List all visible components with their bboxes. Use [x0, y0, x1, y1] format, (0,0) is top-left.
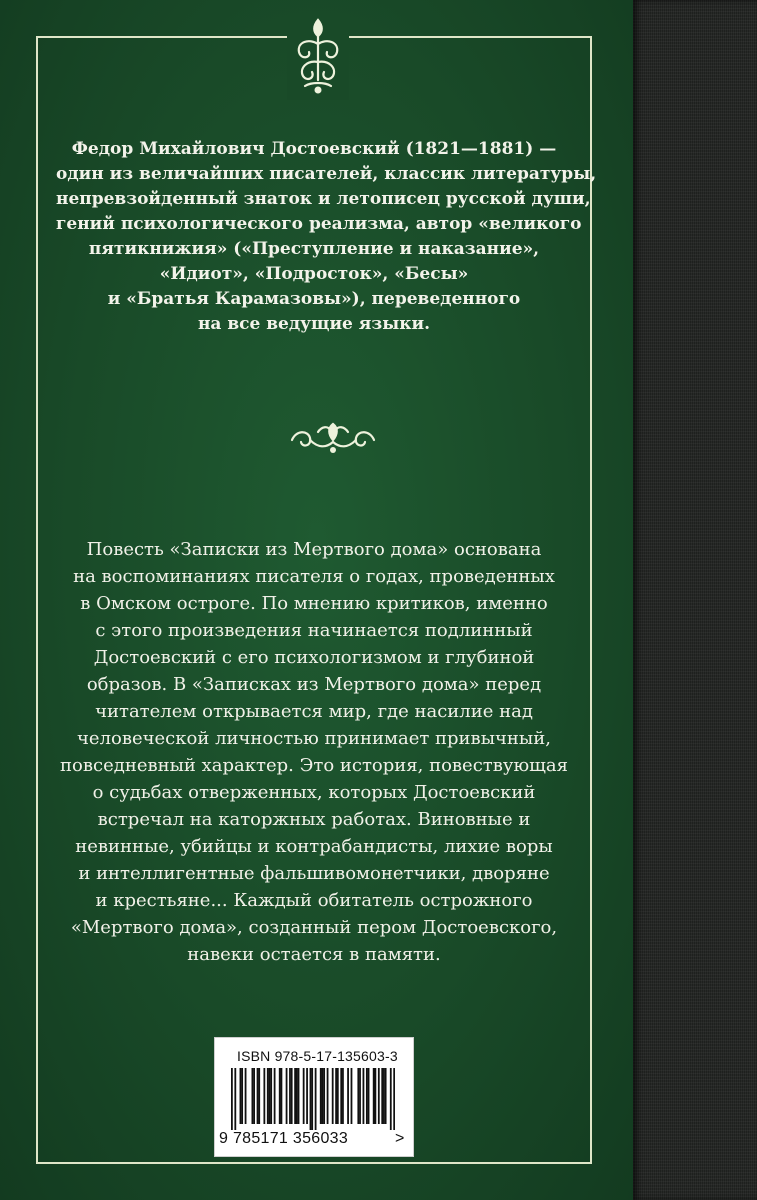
barcode-bar	[327, 1068, 329, 1124]
barcode-bar	[267, 1068, 269, 1124]
synopsis-line: в Омском остроге. По мнению критиков, именно	[80, 593, 548, 614]
barcode-bar	[363, 1068, 365, 1124]
isbn-barcode	[214, 1037, 414, 1157]
barcode-bar	[342, 1068, 344, 1124]
barcode-bar	[373, 1068, 375, 1124]
barcode-bar	[294, 1068, 296, 1124]
barcode-bar	[281, 1068, 283, 1124]
barcode-bar	[366, 1068, 368, 1124]
barcode-bar	[303, 1068, 305, 1124]
barcode-bar	[323, 1068, 325, 1124]
author-biography	[56, 137, 597, 337]
barcode-bar	[378, 1068, 380, 1124]
barcode-bar	[306, 1068, 308, 1124]
book-synopsis	[56, 536, 572, 968]
barcode-bar	[279, 1068, 281, 1124]
bio-line: «Идиот», «Подросток», «Бесы»	[159, 264, 469, 284]
synopsis-line: читателем открывается мир, где насилие над	[95, 701, 533, 722]
synopsis-line: навеки остается в памяти.	[187, 944, 441, 965]
barcode-bar	[286, 1068, 288, 1124]
barcode-bar	[393, 1068, 395, 1130]
barcode-bar	[347, 1068, 349, 1124]
barcode-bar	[258, 1068, 260, 1124]
barcode-bar	[375, 1068, 377, 1124]
isbn-label: ISBN 978-5-17-135603-3	[237, 1048, 398, 1064]
bio-line: один из величайших писателей, классик литературы,	[56, 164, 597, 184]
barcode-bar	[381, 1068, 383, 1124]
synopsis-line: человеческой личностью принимает привычный,	[77, 728, 551, 749]
barcode-bar	[298, 1068, 300, 1124]
barcode-bar	[234, 1068, 236, 1130]
barcode-bar	[390, 1068, 392, 1130]
barcode-bar	[359, 1068, 361, 1124]
barcode-bar	[311, 1068, 313, 1130]
synopsis-line: и интеллигентные фальшивомонетчики, дворяне	[78, 863, 550, 884]
barcode-bar	[291, 1068, 293, 1124]
bio-line: пятикнижия» («Преступление и наказание»,	[88, 239, 540, 259]
barcode-bar	[383, 1068, 385, 1124]
barcode-bar	[357, 1068, 359, 1124]
barcode-bar	[269, 1068, 271, 1124]
barcode-bar	[257, 1068, 259, 1124]
synopsis-line: повседневный характер. Это история, повествующая	[60, 755, 568, 776]
barcode-bar	[240, 1068, 242, 1124]
barcode-bar	[340, 1068, 342, 1124]
synopsis-line: встречал на каторжных работах. Виновные и	[97, 809, 531, 830]
synopsis-line: образов. В «Записках из Мертвого дома» перед	[86, 674, 542, 695]
barcode-bar	[351, 1068, 353, 1124]
barcode-bar	[320, 1068, 322, 1124]
synopsis-line: Достоевский с его психологизмом и глубиной	[93, 647, 535, 668]
synopsis-line: Повесть «Записки из Мертвого дома» основана	[86, 539, 542, 560]
barcode-digits: 9 785171 356033	[219, 1130, 349, 1147]
barcode-bars	[231, 1068, 395, 1130]
synopsis-line: «Мертвого дома», созданный пером Достоевского,	[70, 917, 558, 938]
barcode-bar	[245, 1068, 247, 1124]
barcode-bar	[322, 1068, 324, 1124]
barcode-quiet-zone-marker: >	[395, 1130, 405, 1147]
bio-line: Федор Михайлович Достоевский (1821—1881) —	[71, 139, 557, 159]
fleuron-ornament-icon	[287, 14, 349, 100]
barcode-bar	[252, 1068, 254, 1124]
barcode-bar	[337, 1068, 339, 1124]
bio-line: гений психологического реализма, автор «великого	[56, 214, 582, 234]
synopsis-line: с этого произведения начинается подлинный	[95, 620, 533, 641]
barcode-bar	[296, 1068, 298, 1124]
barcode-bar	[310, 1068, 312, 1130]
barcode-bar	[289, 1068, 291, 1124]
synopsis-line: невинные, убийцы и контрабандисты, лихие воры	[75, 836, 553, 857]
bio-line: и «Братья Карамазовы»), переведенного	[107, 289, 521, 309]
barcode-bar	[385, 1068, 387, 1124]
synopsis-line: о судьбах отверженных, которых Достоевский	[92, 782, 536, 803]
barcode-bar	[368, 1068, 370, 1124]
synopsis-line: и крестьяне... Каждый обитатель острожного	[95, 890, 533, 911]
synopsis-line: на воспоминаниях писателя о годах, проведенных	[73, 566, 555, 587]
bio-line: непревзойденный знаток и летописец русской души,	[56, 189, 591, 209]
barcode-bar	[231, 1068, 233, 1130]
barcode-bar	[332, 1068, 334, 1124]
barcode-bar	[241, 1068, 243, 1124]
barcode-bar	[263, 1068, 265, 1124]
barcode-bar	[270, 1068, 272, 1124]
barcode-bar	[274, 1068, 276, 1124]
barcode-bar	[315, 1068, 317, 1130]
barcode-bar	[253, 1068, 255, 1124]
book-spine	[633, 0, 757, 1200]
bio-line: на все ведущие языки.	[197, 314, 431, 334]
barcode-bar	[335, 1068, 337, 1124]
scroll-divider-icon	[288, 418, 378, 458]
